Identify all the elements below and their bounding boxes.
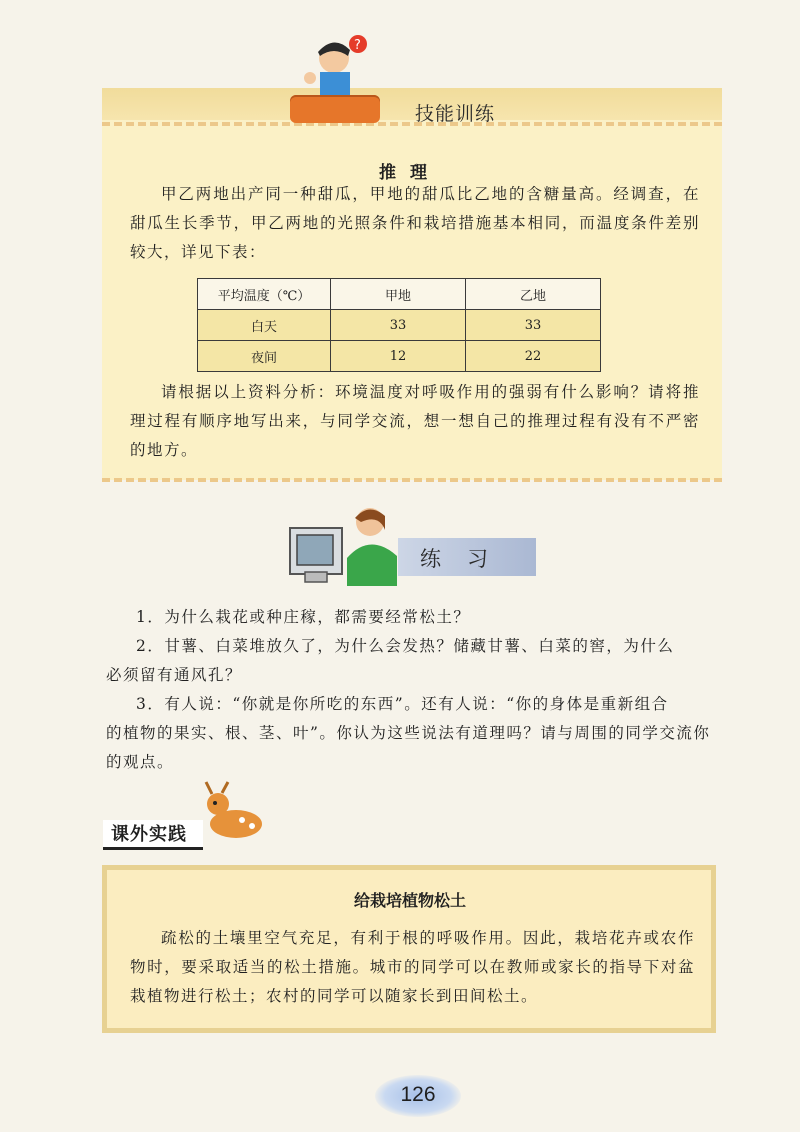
skill-header-title: 技能训练 [415, 103, 496, 125]
temperature-table [197, 278, 601, 372]
table-header: 平均温度（℃） [198, 279, 331, 310]
table-cell: 22 [466, 341, 601, 372]
exercise-header-title: 练习 [420, 547, 514, 571]
exercise-text: 1．为什么栽花或种庄稼，都需要经常松土？ [136, 608, 471, 626]
table-header: 甲地 [331, 279, 466, 310]
section-title: 推理 [379, 163, 441, 183]
divider [102, 478, 722, 482]
svg-text:?: ? [354, 38, 361, 53]
exercise-text: 2．甘薯、白菜堆放久了，为什么会发热？储藏甘薯、白菜的窖，为什么 [136, 637, 675, 655]
intro-paragraph: 甲乙两地出产同一种甜瓜，甲地的甜瓜比乙地的含糖量高。经调查，在甜瓜生长季节，甲乙两地的光照条件和栽培措施基本相同，而温度条件差别较大，详见下表： [130, 185, 700, 261]
open-book-icon [290, 95, 380, 123]
exercise-item [106, 690, 721, 777]
thinking-boy-icon [290, 34, 380, 104]
table-row [198, 341, 601, 372]
exercise-text: 必须留有通风孔？ [106, 666, 243, 684]
table-cell: 12 [331, 341, 466, 372]
table-header: 乙地 [466, 279, 601, 310]
table-row [198, 310, 601, 341]
table-cell: 夜间 [198, 341, 331, 372]
exercise-item [136, 603, 470, 632]
divider [102, 122, 722, 126]
deer-icon [196, 780, 268, 844]
page-number: 126 [400, 1083, 436, 1106]
student-computer-icon [285, 498, 410, 588]
practice-paragraph: 疏松的土壤里空气充足，有利于根的呼吸作用。因此，栽培花卉或农作物时，要采取适当的松土措施。城市的同学可以在教师或家长的指导下对盆栽植物进行松土；农村的同学可以随家长到田间松土。 [130, 929, 695, 1005]
exercise-item [106, 632, 721, 690]
practice-label: 课外实践 [103, 820, 203, 850]
table-cell: 白天 [198, 310, 331, 341]
table-cell: 33 [331, 310, 466, 341]
practice-title: 给栽培植物松土 [353, 891, 466, 910]
table-cell: 33 [466, 310, 601, 341]
skill-header-band [102, 88, 722, 124]
exercise-text: 的植物的果实、根、茎、叶”。你认为这些说法有道理吗？请与周围的同学交流你的观点。 [106, 724, 711, 771]
exercise-text: 3．有人说：“你就是你所吃的东西”。还有人说：“你的身体是重新组合 [136, 695, 669, 713]
question-paragraph: 请根据以上资料分析：环境温度对呼吸作用的强弱有什么影响？请将推理过程有顺序地写出来，与同学交流，想一想自己的推理过程有没有不严密的地方。 [130, 383, 700, 459]
table-header-row [198, 279, 601, 310]
